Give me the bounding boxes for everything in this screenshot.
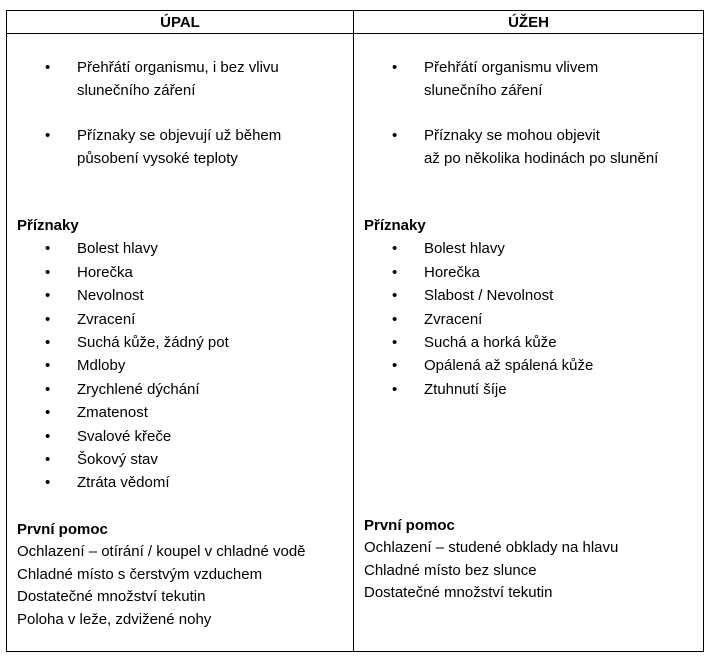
intro-item <box>17 124 347 171</box>
intro-list <box>17 56 347 171</box>
symptom-item: • Ztuhnutí šíje <box>364 378 697 401</box>
first-aid-title: První pomoc <box>364 517 455 534</box>
symptom-item: • Ztráta vědomí <box>17 471 347 494</box>
symptom-item: • Horečka <box>17 261 347 284</box>
symptoms-list <box>17 237 347 494</box>
symptom-item: • Opálená až spálená kůže <box>364 354 697 377</box>
header-row <box>7 11 704 34</box>
intro-line: Přehřátí organismu, i bez vlivu <box>77 59 279 76</box>
intro-line: až po několika hodinách po slunění <box>424 150 659 168</box>
header-uzeh: ÚŽEH <box>354 11 704 34</box>
intro-line: Příznaky se objevují už během <box>77 126 282 144</box>
symptom-item: • Mdloby <box>17 354 347 377</box>
intro-item <box>364 124 697 171</box>
column-uzeh <box>354 34 704 652</box>
first-aid-line: Dostatečné množství tekutin <box>17 588 206 606</box>
symptom-item: • Slabost / Nevolnost <box>364 284 697 307</box>
symptom-item: • Nevolnost <box>17 284 347 307</box>
symptoms-block <box>364 214 697 401</box>
column-upal <box>7 34 354 652</box>
first-aid-line: Chladné místo s čerstvým vzduchem <box>17 565 263 583</box>
first-aid-line: Poloha v leže, zdvižené nohy <box>17 610 212 628</box>
intro-block <box>364 56 697 192</box>
content-row <box>7 34 704 652</box>
symptoms-block <box>17 214 347 495</box>
intro-line: slunečního záření <box>77 82 196 100</box>
intro-list <box>364 56 697 171</box>
intro-line: Přehřátí organismu vlivem <box>424 59 599 76</box>
first-aid-line: Chladné místo bez slunce <box>364 561 537 579</box>
symptom-item: • Bolest hlavy <box>364 237 697 260</box>
intro-line: působení vysoké teploty <box>77 150 238 168</box>
first-aid-title: První pomoc <box>17 521 108 538</box>
symptom-item: • Zvracení <box>364 308 697 331</box>
first-aid-line: Ochlazení – studené obklady na hlavu <box>364 539 619 557</box>
first-aid-block <box>364 514 697 605</box>
first-aid-block <box>17 518 347 631</box>
symptom-item: • Suchá a horká kůže <box>364 331 697 354</box>
comparison-table <box>6 10 704 652</box>
symptom-item: • Šokový stav <box>17 448 347 471</box>
intro-line: slunečního záření <box>424 82 543 100</box>
symptom-item: • Zvracení <box>17 308 347 331</box>
first-aid-line: Ochlazení – otírání / koupel v chladné vodě <box>17 543 306 561</box>
header-upal: ÚPAL <box>7 11 354 34</box>
symptom-item: • Zrychlené dýchání <box>17 378 347 401</box>
symptom-item: • Horečka <box>364 261 697 284</box>
intro-block <box>17 56 347 192</box>
symptoms-list <box>364 237 697 401</box>
symptom-item: • Bolest hlavy <box>17 237 347 260</box>
symptom-item: • Suchá kůže, žádný pot <box>17 331 347 354</box>
symptom-item: • Svalové křeče <box>17 425 347 448</box>
symptom-item: • Zmatenost <box>17 401 347 424</box>
intro-item <box>364 56 697 103</box>
intro-line: Příznaky se mohou objevit <box>424 126 600 144</box>
symptoms-title: Příznaky <box>17 217 79 234</box>
symptoms-title: Příznaky <box>364 217 426 234</box>
intro-item <box>17 56 347 103</box>
first-aid-line: Dostatečné množství tekutin <box>364 584 553 602</box>
